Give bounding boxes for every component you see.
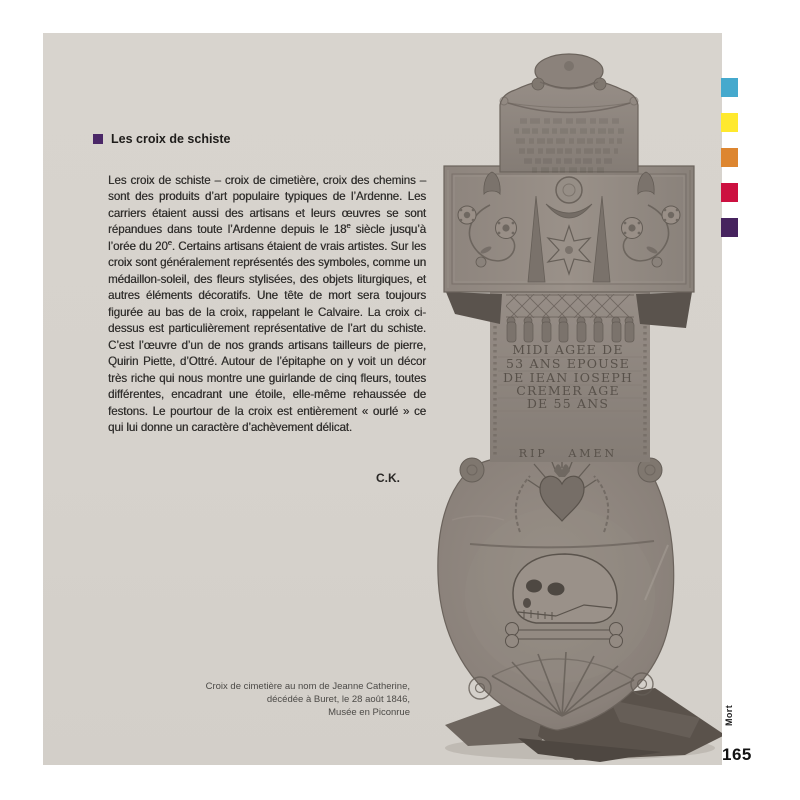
chapter-tab-red [721,183,738,202]
star-center [565,246,573,254]
epitaph-line: CREMER AGE [516,383,620,398]
epitaph-line: 53 ANS EPOUSE [506,356,630,371]
schist-cross-photograph [430,53,722,765]
underarm-shadow-right [636,292,692,328]
sun-medallion-carving [556,177,582,203]
skull-nose [523,598,531,608]
cross-top-knob [532,54,606,90]
page-number: 165 [722,745,752,764]
chapter-tab-cyan [721,78,738,97]
superscript-e: e [167,237,172,247]
caption-line: Musée en Piconrue [328,707,410,718]
scanned-book-page [43,33,722,765]
chapter-name-vertical: Mort [724,704,734,726]
paragraph-part: Les croix de schiste – croix de cimetière, croix des chemins – sont des produits d’art populaire typiques de l’Ardenne. Les carriers étaient aussi des artisans et leurs œuvres se sont répandues dans toute l’Ardenne depuis le 18 [108,173,426,237]
epitaph-line: DE 55 ANS [526,396,610,411]
chapter-color-tabs [721,78,738,253]
chapter-tab-purple [721,218,738,237]
article-paragraph [108,173,426,437]
epitaph-line: MIDI AGEE DE [512,342,624,357]
section-title: Les croix de schiste [111,132,231,146]
superscript-e: e [346,221,351,231]
photo-caption [140,680,410,719]
author-initials: C.K. [376,471,400,485]
skull-eye-socket [548,583,565,596]
caption-line: décédée à Buret, le 28 août 1846, [266,694,410,705]
epitaph-panel [490,290,650,462]
caption-line: Croix de cimetière au nom de Jeanne Catherine, [205,681,410,692]
section-bullet-square [93,134,103,144]
skull-eye-socket [526,580,542,593]
chapter-tab-orange [721,148,738,167]
cross-head [500,77,638,172]
chapter-tab-yellow [721,113,738,132]
underarm-shadow-left [446,292,502,324]
epitaph-footer: RIP AMEN [518,447,618,460]
section-heading [93,132,231,146]
volute-ear-left [460,458,484,482]
epitaph-line: DE IEAN IOSEPH [502,370,634,385]
paragraph-part: siècle jusqu’à l’orée du 20 [108,223,426,253]
paragraph-part: . Certains artisans étaient de vrais artistes. Sur les croix sont généralement représentés des symboles, comme un médaillon-soleil, des fleurs stylisées, des objets liturgiques, et autres éléments décoratifs. Une tête de mort sera toujours figurée au bas de la croix, rappelant le Calvaire. La croix ci-dessus est particulièrement représentative de l’art du schiste. C’est l’œuvre d’un de nos grands artisans tailleurs de pierre, Quirin Piette, d’Ottré. Autour de l’épitaphe on y voit un décor très riche qui nous montre une guirlande de cinq fleurs, toutes différentes, encadrant une étoile, elle-même rehaussée de festons. Le pourtour de la croix est entièrement « ourlé » ce qui lui donne un caractère d’achèvement délicat. [108,239,426,435]
